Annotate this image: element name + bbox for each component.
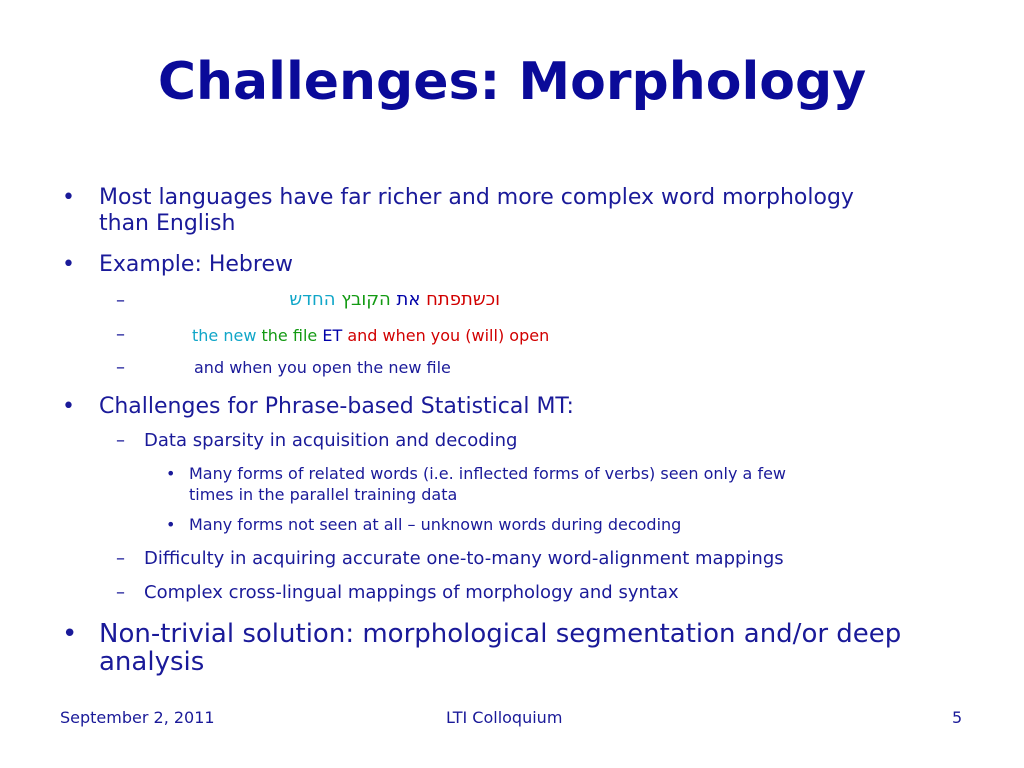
dash-marker: – xyxy=(116,357,125,378)
dash-marker: – xyxy=(116,430,125,451)
footer-date: September 2, 2011 xyxy=(60,708,215,727)
bullet-text: than English xyxy=(99,211,236,236)
sub-sub-bullet-text: Many forms not seen at all – unknown words during decoding xyxy=(189,515,682,534)
sub-bullet-text: Difficulty in acquiring accurate one-to-many word-alignment mappings xyxy=(144,548,784,569)
gloss-the-file: the file xyxy=(261,326,318,345)
hebrew-segment-file: הקובץ xyxy=(341,289,391,310)
gloss-the-new: the new xyxy=(192,326,257,345)
slide-title: Challenges: Morphology xyxy=(157,52,867,112)
bullet-marker: • xyxy=(62,252,75,277)
dash-marker: – xyxy=(116,290,125,311)
bullet-text: Most languages have far richer and more complex word morphology xyxy=(99,185,854,210)
bullet-marker: • xyxy=(62,185,75,210)
hebrew-example xyxy=(194,289,500,311)
dash-marker: – xyxy=(116,582,125,603)
sub-sub-bullet-text: times in the parallel training data xyxy=(189,485,458,504)
translation-line: and when you open the new file xyxy=(194,358,451,377)
hebrew-segment-open: וכשתפתח xyxy=(426,289,500,310)
bullet-marker: • xyxy=(62,619,78,649)
bullet-marker: • xyxy=(166,515,176,534)
sub-sub-bullet-text: Many forms of related words (i.e. inflected forms of verbs) seen only a few xyxy=(189,464,786,483)
sub-bullet-text: Data sparsity in acquisition and decoding xyxy=(144,430,518,451)
gloss-line xyxy=(192,326,549,346)
bullet-marker: • xyxy=(62,394,75,419)
footer-title: LTI Colloquium xyxy=(446,708,563,727)
bullet-text: analysis xyxy=(99,647,205,677)
bullet-text: Example: Hebrew xyxy=(99,252,293,277)
bullet-text: Non-trivial solution: morphological segmentation and/or deep xyxy=(99,619,902,649)
hebrew-segment-new: החדש xyxy=(289,289,336,310)
dash-marker: – xyxy=(116,548,125,569)
gloss-et: ET xyxy=(322,326,343,345)
hebrew-segment-et: את xyxy=(396,289,421,310)
sub-bullet-text: Complex cross-lingual mappings of morphology and syntax xyxy=(144,582,679,603)
page-number: 5 xyxy=(952,708,963,727)
gloss-and-when-open: and when you (will) open xyxy=(347,326,550,345)
dash-marker: – xyxy=(116,324,125,345)
bullet-marker: • xyxy=(166,464,176,483)
bullet-text: Challenges for Phrase-based Statistical MT: xyxy=(99,394,574,419)
